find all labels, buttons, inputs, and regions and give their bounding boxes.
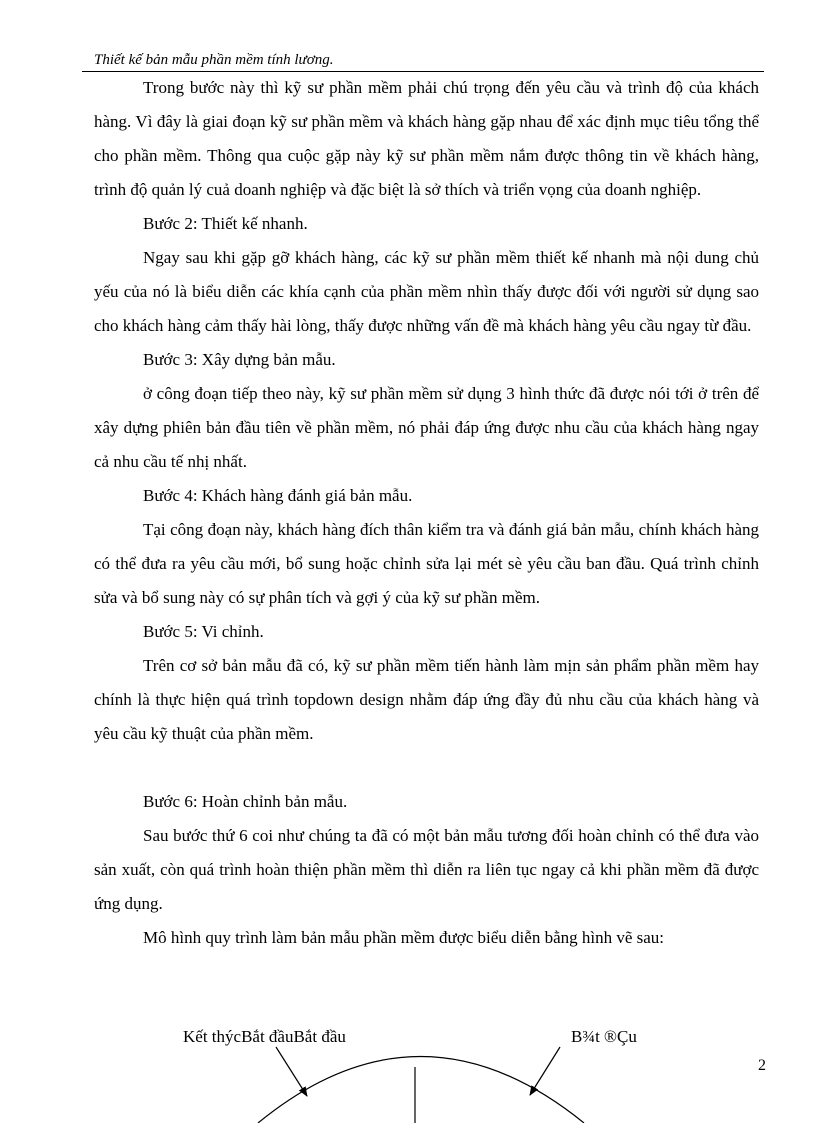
diagram-label-right: B¾t ®Çu: [571, 1027, 637, 1046]
page-number: 2: [758, 1057, 766, 1074]
paragraph: Tại công đoạn này, khách hàng đích thân kiểm tra và đánh giá bản mẫu, chính khách hàng có thể đưa ra yêu cầu mới, bổ sung hoặc chỉnh sửa lại mét sè yêu cầu ban đầu. Quá trình chỉnh sửa và bổ sung này có sự phân tích và gợi ý của kỹ sư phần mềm.: [94, 520, 759, 607]
paragraph: Trong bước này thì kỹ sư phần mềm phải chú trọng đến yêu cầu và trình độ của khách hàng. Vì đây là giai đoạn kỹ sư phần mềm và khách hàng gặp nhau để xác định mục tiêu tổng thể cho phần mềm. Thông qua cuộc gặp này kỹ sư phần mềm nắm được thông tin về khách hàng, trình độ quản lý cuả doanh nghiệp và đặc biệt là sở thích và triển vọng của doanh nghiệp.: [94, 78, 759, 199]
prototype-process-diagram: [0, 1020, 816, 1123]
paragraph: Trên cơ sở bản mẫu đã có, kỹ sư phần mềm tiến hành làm mịn sản phẩm phần mềm hay chính là thực hiện quá trình topdown design nhằm đáp ứng đầy đủ nhu cầu của khách hàng và yêu cầu kỹ thuật của phần mềm.: [94, 656, 759, 743]
body-text: [94, 71, 759, 955]
paragraph: Ngay sau khi gặp gỡ khách hàng, các kỹ sư phần mềm thiết kế nhanh mà nội dung chủ yếu của nó là biểu diễn các khía cạnh của phần mềm nhìn thấy được đối với người sử dụng sao cho khách hàng cảm thấy hài lòng, thấy được những vấn đề mà khách hàng yêu cầu ngay từ đầu.: [94, 248, 759, 335]
arrow-right: [530, 1047, 560, 1095]
step-heading: Bước 6: Hoàn chỉnh bản mẫu.: [143, 792, 348, 811]
step-heading: Bước 4: Khách hàng đánh giá bản mẫu.: [143, 486, 413, 505]
figure-intro: Mô hình quy trình làm bản mẫu phần mềm được biểu diễn bằng hình vẽ sau:: [143, 928, 665, 947]
paragraph: ở công đoạn tiếp theo này, kỹ sư phần mềm sử dụng 3 hình thức đã được nói tới ở trên để xây dựng phiên bản đầu tiên về phần mềm, nó phải đáp ứng được nhu cầu của khách hàng ngay cả nhu cầu tế nhị nhất.: [94, 384, 759, 471]
step-heading: Bước 3: Xây dựng bản mẫu.: [143, 350, 336, 369]
running-header: Thiết kế bản mẫu phần mềm tính lương.: [94, 52, 334, 68]
arrow-left: [276, 1047, 307, 1096]
step-heading: Bước 5: Vi chỉnh.: [143, 622, 264, 641]
process-circle-arc: [258, 1057, 584, 1123]
step-heading: Bước 2: Thiết kế nhanh.: [143, 214, 308, 233]
diagram-label-left: Kết thýcBắt đầuBắt đầu: [183, 1027, 346, 1046]
paragraph: Sau bước thứ 6 coi như chúng ta đã có một bản mẫu tương đối hoàn chỉnh có thể đưa vào sản xuất, còn quá trình hoàn thiện phần mềm thì diễn ra liên tục ngay cả khi phần mềm đã được ứng dụng.: [94, 826, 759, 913]
